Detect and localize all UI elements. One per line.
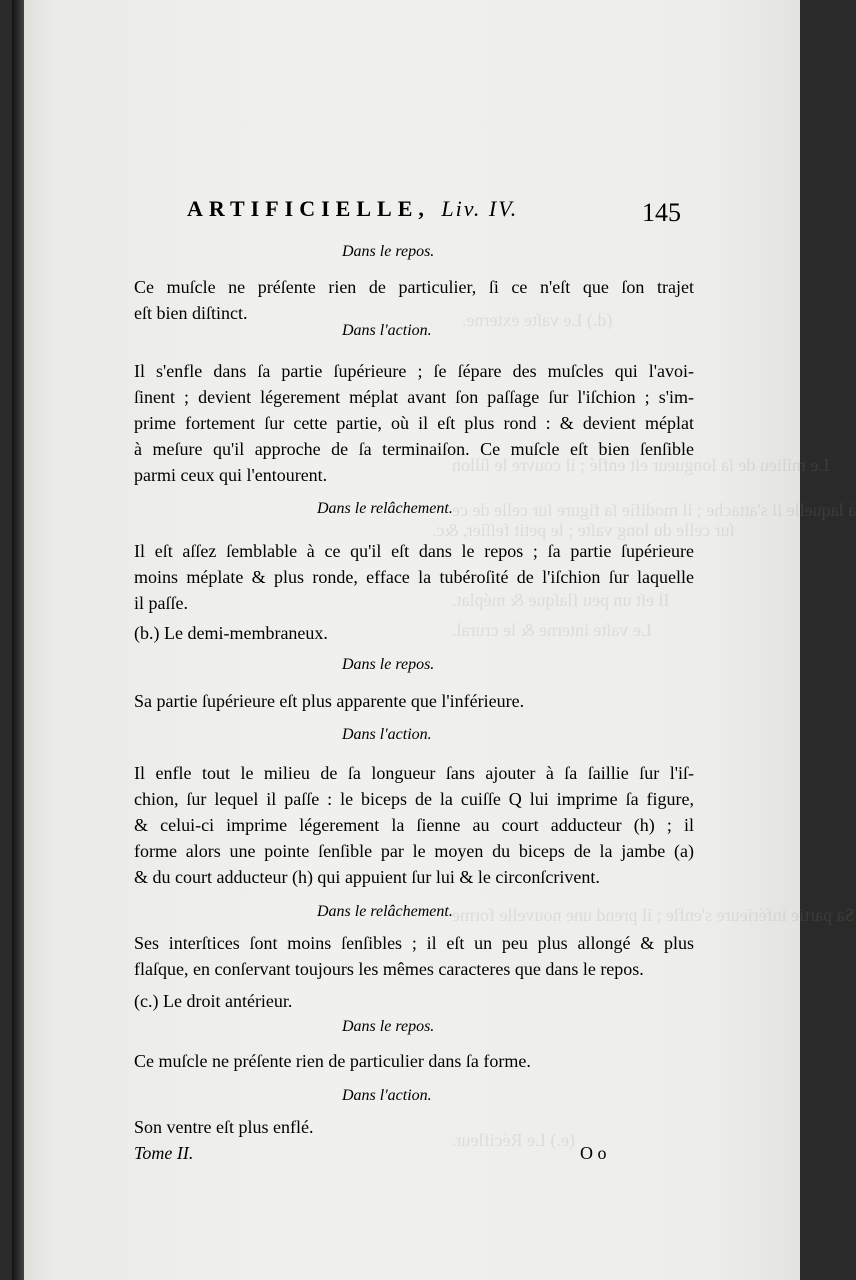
text-line: flaſque, en conſervant toujours les mêmes caracteres que dans le repos. <box>134 959 644 979</box>
text-line: chion, ſur lequel il paſſe : le biceps de la cuiſſe Q lui imprime ſa figure, <box>134 789 694 809</box>
heading-action-2: Dans l'action. <box>342 726 432 743</box>
text-line: Sa partie ſupérieure eſt plus apparente que l'inférieure. <box>134 691 525 711</box>
text-line: à meſure qu'il approche de ſa terminaiſon. Ce muſcle eſt bien ſenſible <box>134 439 694 459</box>
text-line: & du court adducteur (h) qui appuient ſur lui & le circonſcrivent. <box>134 867 600 887</box>
text-line: Son ventre eſt plus enflé. <box>134 1117 314 1137</box>
signature-mark: O o <box>580 1143 607 1163</box>
text-line: parmi ceux qui l'entourent. <box>134 465 328 485</box>
text-line: Ce muſcle ne préſente rien de particulier dans ſa forme. <box>134 1051 531 1071</box>
show-through-text: (d.) Le vaſte externe. Le milieu de ſa longueur eſt enflé ; il couvre le ſillon à laquelle il s'attache ; il modifie ſa figure ſur celle de ce ſur celle du long vaſte ; le petit feſſier, &c. Il eſt un peu flaſque & méplat. Le vaſte interne & le crural. Sa partie inférieure s'enfle ; il prend une nouvelle forme (e.) Le Récifleur. <box>432 310 856 1150</box>
text-line: Il s'enfle dans ſa partie ſupérieure ; ſe ſépare des muſcles qui l'avoi- <box>134 361 694 381</box>
heading-action-3: Dans l'action. <box>342 1087 432 1104</box>
text-line: prime fortement ſur cette partie, où il eſt plus rond : & devient méplat <box>134 413 694 433</box>
text-line: moins méplate & plus ronde, efface la tubéroſité de l'iſchion ſur laquelle <box>134 567 694 587</box>
text-line: ſinent ; devient légerement méplat avant ſon paſſage ſur l'iſchion ; s'im- <box>134 387 694 407</box>
volume-footer: Tome II. <box>134 1143 194 1163</box>
heading-repos-3: Dans le repos. <box>342 1018 435 1035</box>
header-book: Liv. IV. <box>441 196 519 221</box>
heading-relachement-1: Dans le relâchement. <box>317 500 453 517</box>
text-line: Ce muſcle ne préſente rien de particulier, ſi ce n'eſt que ſon trajet <box>134 277 694 297</box>
text-line: Il enfle tout le milieu de ſa longueur ſans ajouter à ſa ſaillie ſur l'iſ- <box>134 763 694 783</box>
text-line: Ses interſtices ſont moins ſenſibles ; il eſt un peu plus allongé & plus <box>134 933 694 953</box>
text-line: & celui-ci imprime légerement la ſienne au court adducteur (h) ; il <box>134 815 694 835</box>
page-gutter <box>12 0 24 1280</box>
text-line: Il eſt aſſez ſemblable à ce qu'il eſt dans le repos ; ſa partie ſupérieure <box>134 541 694 561</box>
page-number: 145 <box>642 198 681 227</box>
heading-repos-2: Dans le repos. <box>342 656 435 673</box>
heading-repos-1: Dans le repos. <box>342 243 435 260</box>
header-title: ARTIFICIELLE, <box>187 196 430 221</box>
heading-relachement-2: Dans le relâchement. <box>317 903 453 920</box>
muscle-label-b: (b.) Le demi-membraneux. <box>134 623 328 643</box>
text-line: il paſſe. <box>134 593 188 613</box>
heading-action-1: Dans l'action. <box>342 322 432 339</box>
text-line: forme alors une pointe ſenſible par le moyen du biceps de la jambe (a) <box>134 841 694 861</box>
book-page <box>12 0 856 1280</box>
muscle-label-c: (c.) Le droit antérieur. <box>134 991 293 1011</box>
text-line: eſt bien diſtinct. <box>134 303 248 323</box>
